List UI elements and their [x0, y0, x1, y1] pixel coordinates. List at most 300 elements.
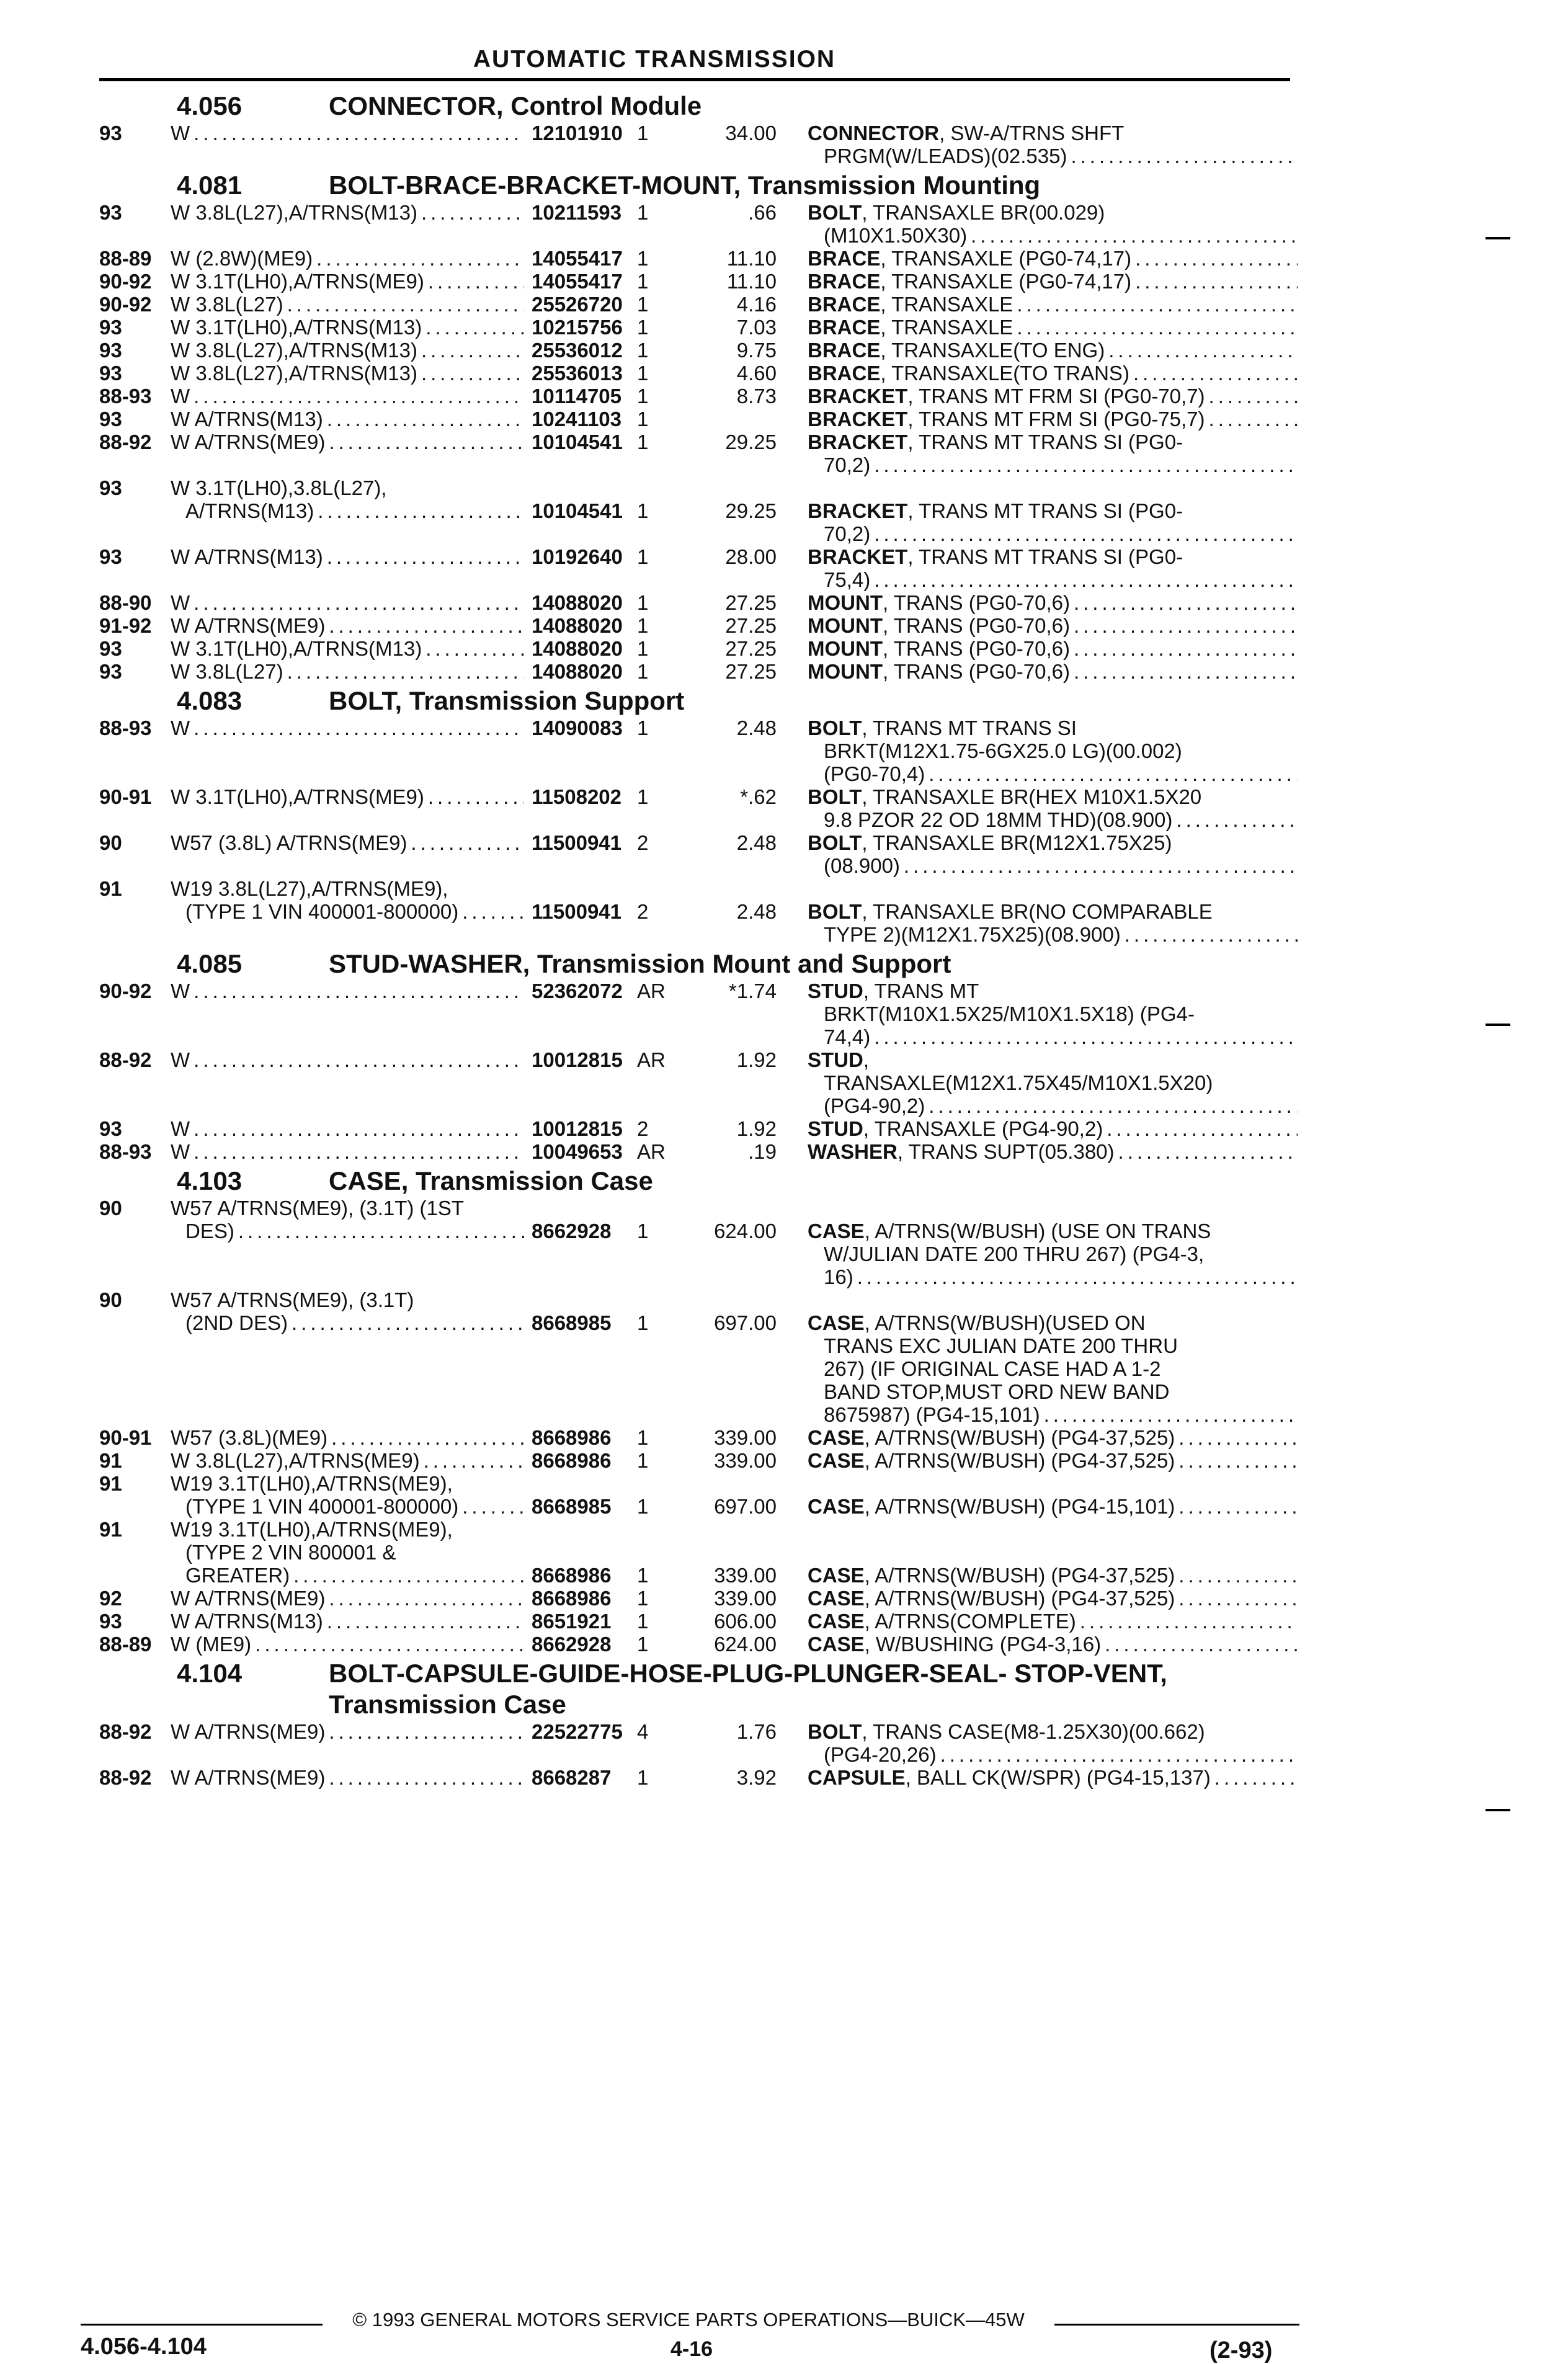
part-number-cell: [532, 660, 637, 683]
part-row: [99, 430, 1340, 476]
price: 339.00: [714, 1426, 777, 1449]
part-number: 14088020: [532, 614, 623, 637]
spacer: [532, 1518, 637, 1541]
model-application: [171, 660, 532, 683]
spacer: [690, 1197, 777, 1220]
quantity-cell: [637, 1766, 690, 1789]
part-description: [808, 1633, 1298, 1656]
quantity: 1: [637, 362, 649, 385]
price: 11.10: [726, 247, 777, 270]
part-description: [808, 1140, 1298, 1163]
description-text: 70,2): [824, 453, 871, 476]
description-text: PRGM(W/LEADS)(02.535): [824, 145, 1067, 167]
part-keyword: STUD: [808, 1117, 863, 1140]
section-title-line: STUD-WASHER, Transmission Mount and Support: [329, 949, 951, 978]
description-line: [808, 1242, 1298, 1265]
model-year: 88-90: [99, 591, 152, 614]
part-number: 22522775: [532, 1720, 623, 1743]
section-number: 4.085: [177, 949, 243, 978]
model-year: 90: [99, 831, 122, 854]
model-text: W57 (3.8L)(ME9): [171, 1426, 328, 1449]
description-text: , A/TRNS(W/BUSH) (PG4-37,525): [864, 1587, 1175, 1610]
part-row: [99, 979, 1340, 1048]
model-year: 93: [99, 637, 122, 660]
description-text: , TRANS MT TRANS SI (PG0-: [907, 499, 1183, 522]
part-row: [99, 545, 1340, 591]
part-description: [808, 362, 1298, 385]
leader-dots: [323, 545, 524, 568]
description-text: , TRANSAXLE: [880, 293, 1013, 316]
description-text: 75,4): [824, 568, 871, 591]
quantity-cell: [637, 201, 690, 247]
description-line: [808, 762, 1298, 785]
model-line: [171, 1587, 524, 1610]
part-number-cell: [532, 979, 637, 1048]
price: 1.92: [736, 1048, 777, 1071]
model-text: W: [171, 122, 190, 145]
part-description: [808, 660, 1298, 683]
leader-dots: [314, 499, 524, 522]
description-text: , TRANSAXLE(TO TRANS): [880, 362, 1129, 385]
quantity-cell: [637, 545, 690, 591]
model-text: W: [171, 1048, 190, 1071]
description-line: [808, 1720, 1298, 1743]
description-line: [808, 408, 1298, 430]
price-cell: [690, 877, 808, 946]
price-cell: [690, 545, 808, 591]
leader-dots: [1070, 660, 1298, 683]
part-row: [99, 1518, 1340, 1587]
part-description: [808, 1197, 1298, 1288]
description-line: [808, 739, 1298, 762]
price-cell: [690, 1197, 808, 1288]
description-text: 8675987) (PG4-15,101): [824, 1403, 1040, 1426]
model-application: [171, 877, 532, 946]
part-keyword: CASE: [808, 1564, 865, 1587]
section-header: [99, 91, 1340, 122]
part-description: [808, 430, 1298, 476]
leader-dots: [417, 362, 524, 385]
quantity: 1: [637, 1449, 649, 1472]
price: 27.25: [725, 637, 777, 660]
leader-dots: [1211, 1766, 1298, 1789]
quantity: 1: [637, 545, 649, 568]
model-year: 91-92: [99, 614, 152, 637]
price: 339.00: [714, 1564, 777, 1587]
model-line: [171, 591, 524, 614]
description-line: [808, 591, 1298, 614]
price-cell: [690, 979, 808, 1048]
section-title-line: CASE, Transmission Case: [329, 1166, 653, 1195]
part-description: [808, 1766, 1298, 1789]
part-number: 14088020: [532, 591, 623, 614]
part-number: 10241103: [532, 408, 622, 430]
description-line: [808, 1380, 1298, 1403]
model-application: [171, 979, 532, 1048]
description-line: [808, 660, 1298, 683]
part-number-cell: [532, 591, 637, 614]
part-description: [808, 476, 1298, 545]
leader-dots: [323, 408, 524, 430]
model-application: [171, 1140, 532, 1163]
spacer: [690, 1288, 777, 1311]
part-number: 10104541: [532, 430, 623, 453]
quantity-cell: [637, 785, 690, 831]
description-text: , TRANS (PG0-70,6): [882, 614, 1070, 637]
model-text: W19 3.1T(LH0),A/TRNS(ME9),: [171, 1472, 453, 1495]
part-row: [99, 1633, 1340, 1656]
model-text: W A/TRNS(M13): [171, 545, 323, 568]
model-line: [171, 716, 524, 739]
model-text: W 3.8L(L27): [171, 660, 283, 683]
quantity-cell: [637, 877, 690, 946]
part-number: 14055417: [532, 270, 623, 293]
spacer: [532, 476, 637, 499]
part-row: [99, 716, 1340, 785]
quantity: 1: [637, 385, 649, 408]
part-row: [99, 1449, 1340, 1472]
description-line: [808, 854, 1298, 877]
description-text: , A/TRNS(W/BUSH) (PG4-37,525): [864, 1564, 1175, 1587]
part-number-cell: [532, 1587, 637, 1610]
quantity: 1: [637, 270, 649, 293]
model-text: W: [171, 1140, 190, 1163]
model-line: [171, 877, 524, 900]
part-keyword: WASHER: [808, 1140, 898, 1163]
spacer: [808, 1197, 1298, 1220]
spacer: [690, 1541, 777, 1564]
quantity: 1: [637, 1633, 649, 1656]
price: 2.48: [736, 716, 777, 739]
section-number: 4.083: [177, 686, 243, 715]
model-text: W19 3.1T(LH0),A/TRNS(ME9),: [171, 1518, 453, 1541]
footer-section-range: 4.056-4.104: [81, 2334, 207, 2360]
price: *1.74: [728, 979, 777, 1002]
description-line: [808, 1495, 1298, 1518]
description-line: [808, 453, 1298, 476]
quantity: 1: [637, 1495, 649, 1518]
model-text: W: [171, 1117, 190, 1140]
description-line: [808, 1426, 1298, 1449]
description-text: , TRANSAXLE (PG4-90,2): [863, 1117, 1103, 1140]
quantity-cell: [637, 293, 690, 316]
description-text: , A/TRNS(W/BUSH) (USE ON TRANS: [864, 1220, 1211, 1242]
description-line: [808, 1140, 1298, 1163]
price-cell: [690, 785, 808, 831]
model-application: [171, 122, 532, 167]
quantity-cell: [637, 1426, 690, 1449]
margin-mark: [1486, 237, 1510, 239]
quantity-cell: [637, 247, 690, 270]
part-number-cell: [532, 1720, 637, 1766]
model-line: [171, 1426, 524, 1449]
price: 339.00: [714, 1587, 777, 1610]
part-number: 8668287: [532, 1766, 612, 1789]
part-description: [808, 201, 1298, 247]
part-number: 8662928: [532, 1633, 612, 1656]
footer-rule: [81, 2324, 323, 2326]
section-title: [329, 685, 1296, 716]
part-row: [99, 591, 1340, 614]
quantity: 1: [637, 247, 649, 270]
description-line: [808, 1633, 1298, 1656]
leader-dots: [1076, 1610, 1298, 1633]
model-year: 93: [99, 316, 122, 339]
model-year: 91: [99, 1518, 122, 1541]
price-cell: [690, 122, 808, 167]
quantity-cell: [637, 1472, 690, 1518]
model-text: W: [171, 385, 190, 408]
description-line: [808, 1048, 1298, 1071]
price: 27.25: [725, 660, 777, 683]
part-number: 8662928: [532, 1220, 612, 1242]
model-application: [171, 339, 532, 362]
description-text: , TRANS MT TRANS SI (PG0-: [907, 545, 1183, 568]
part-row: [99, 385, 1340, 408]
price-cell: [690, 1117, 808, 1140]
model-text: W A/TRNS(ME9): [171, 1766, 326, 1789]
part-keyword: BRACKET: [808, 385, 908, 408]
part-number: 8668986: [532, 1426, 612, 1449]
leader-dots: [417, 339, 524, 362]
part-keyword: CASE: [808, 1426, 865, 1449]
part-keyword: BRACE: [808, 316, 881, 339]
model-line: [171, 1140, 524, 1163]
leader-dots: [424, 785, 524, 808]
part-number-cell: [532, 270, 637, 293]
leader-dots: [1101, 1633, 1298, 1656]
spacer: [690, 877, 777, 900]
part-description: [808, 293, 1298, 316]
price-cell: [690, 591, 808, 614]
price: .19: [748, 1140, 777, 1163]
model-application: [171, 270, 532, 293]
part-number: 10211593: [532, 201, 622, 224]
description-text: , TRANSAXLE BR(NO COMPARABLE: [862, 900, 1213, 923]
quantity: 2: [637, 900, 649, 923]
part-number: 14090083: [532, 716, 623, 739]
part-row: [99, 1288, 1340, 1426]
description-line: [808, 1743, 1298, 1766]
part-number-cell: [532, 545, 637, 591]
model-line: [171, 831, 524, 854]
model-year: 90-92: [99, 979, 152, 1002]
part-keyword: BOLT: [808, 785, 862, 808]
spacer: [808, 877, 1298, 900]
model-year: 93: [99, 201, 122, 224]
model-line: [171, 339, 524, 362]
part-row: [99, 660, 1340, 683]
model-line: [171, 408, 524, 430]
section-number: 4.056: [177, 91, 243, 120]
price-cell: [690, 660, 808, 683]
quantity: 1: [637, 1564, 649, 1587]
model-application: [171, 1472, 532, 1518]
price: 624.00: [714, 1220, 777, 1242]
model-application: [171, 430, 532, 476]
price-cell: [690, 1472, 808, 1518]
quantity: 1: [637, 1311, 649, 1334]
part-number: 8668986: [532, 1449, 612, 1472]
description-line: [808, 545, 1298, 568]
model-line: [171, 247, 524, 270]
leader-dots: [190, 979, 524, 1002]
quantity: AR: [637, 1140, 666, 1163]
part-number-cell: [532, 201, 637, 247]
price: 34.00: [725, 122, 777, 145]
model-application: [171, 362, 532, 385]
model-application: [171, 1288, 532, 1426]
model-text: W 3.1T(LH0),3.8L(L27),: [171, 476, 387, 499]
description-line: [808, 1766, 1298, 1789]
description-line: [808, 637, 1298, 660]
spacer: [532, 1472, 637, 1495]
part-number-cell: [532, 1048, 637, 1117]
spacer: [690, 1472, 777, 1495]
description-line: [808, 1311, 1298, 1334]
part-number-cell: [532, 476, 637, 545]
leader-dots: [853, 1265, 1298, 1288]
part-description: [808, 1426, 1298, 1449]
parts-catalog: [99, 88, 1340, 1789]
section-title-line: CONNECTOR, Control Module: [329, 91, 702, 120]
quantity: 1: [637, 430, 649, 453]
description-line: [808, 293, 1298, 316]
section-title-line: BOLT-BRACE-BRACKET-MOUNT, Transmission Mounting: [329, 171, 1041, 200]
part-row: [99, 1426, 1340, 1449]
leader-dots: [1115, 1140, 1298, 1163]
price-cell: [690, 270, 808, 293]
model-year: 91: [99, 1472, 122, 1495]
leader-dots: [1175, 1587, 1298, 1610]
spacer: [532, 877, 637, 900]
footer-page-number: 4-16: [670, 2337, 713, 2361]
leader-dots: [190, 1048, 524, 1071]
part-keyword: BOLT: [808, 900, 862, 923]
section-number: 4.104: [177, 1659, 243, 1688]
leader-dots: [190, 122, 524, 145]
leader-dots: [234, 1220, 524, 1242]
description-text: (PG4-20,26): [824, 1743, 937, 1766]
description-line: [808, 1449, 1298, 1472]
part-number-cell: [532, 408, 637, 430]
leader-dots: [420, 1449, 524, 1472]
spacer: [637, 1541, 690, 1564]
price-cell: [690, 247, 808, 270]
part-number: 12101910: [532, 122, 623, 145]
model-year: 91: [99, 1449, 122, 1472]
leader-dots: [1129, 362, 1298, 385]
part-keyword: CASE: [808, 1587, 865, 1610]
part-number: 25536012: [532, 339, 623, 362]
part-row: [99, 1117, 1340, 1140]
description-text: , A/TRNS(COMPLETE): [864, 1610, 1076, 1633]
model-text: W: [171, 979, 190, 1002]
description-line: [808, 1265, 1298, 1288]
quantity-cell: [637, 270, 690, 293]
model-text: W A/TRNS(ME9): [171, 430, 326, 453]
description-line: [808, 224, 1298, 247]
model-year: 93: [99, 339, 122, 362]
model-text: W 3.8L(L27): [171, 293, 283, 316]
leader-dots: [325, 1720, 524, 1743]
part-number: 8668985: [532, 1495, 612, 1518]
description-text: BRKT(M12X1.75-6GX25.0 LG)(00.002): [824, 739, 1182, 762]
part-row: [99, 339, 1340, 362]
model-text: W A/TRNS(ME9): [171, 614, 326, 637]
part-row: [99, 877, 1340, 946]
model-application: [171, 637, 532, 660]
description-text: , TRANS (PG0-70,6): [882, 591, 1070, 614]
model-text: (TYPE 1 VIN 400001-800000): [185, 1495, 459, 1518]
model-year: 88-92: [99, 1766, 152, 1789]
part-number: 8668986: [532, 1587, 612, 1610]
model-line: [171, 1610, 524, 1633]
model-text: W 3.1T(LH0),A/TRNS(M13): [171, 316, 422, 339]
part-row: [99, 247, 1340, 270]
leader-dots: [190, 385, 524, 408]
part-description: [808, 122, 1298, 167]
part-number: 10049653: [532, 1140, 623, 1163]
spacer: [637, 877, 690, 900]
part-keyword: BRACKET: [808, 545, 908, 568]
part-keyword: MOUNT: [808, 637, 883, 660]
leader-dots: [1121, 923, 1298, 946]
part-description: [808, 591, 1298, 614]
quantity-cell: [637, 1140, 690, 1163]
part-row: [99, 1720, 1340, 1766]
model-line: [171, 476, 524, 499]
part-description: [808, 545, 1298, 591]
quantity-cell: [637, 1048, 690, 1117]
price-cell: [690, 430, 808, 476]
spacer: [637, 1288, 690, 1311]
price-cell: [690, 614, 808, 637]
quantity: 1: [637, 716, 649, 739]
leader-dots: [1040, 1403, 1298, 1426]
part-number: 25536013: [532, 362, 623, 385]
description-line: [808, 1002, 1298, 1025]
description-text: TRANSAXLE(M12X1.75X45/M10X1.5X20): [824, 1071, 1213, 1094]
spacer: [532, 1288, 637, 1311]
quantity-cell: [637, 1449, 690, 1472]
leader-dots: [1172, 808, 1298, 831]
model-year: 91: [99, 877, 122, 900]
part-keyword: MOUNT: [808, 660, 883, 683]
section-header: [99, 948, 1340, 979]
leader-dots: [925, 1094, 1298, 1117]
part-number-cell: [532, 1472, 637, 1518]
quantity: 1: [637, 1220, 649, 1242]
model-text: (TYPE 2 VIN 800001 &: [185, 1541, 396, 1564]
part-number-cell: [532, 716, 637, 785]
model-year: 90: [99, 1197, 122, 1220]
section-title-line: BOLT, Transmission Support: [329, 686, 685, 715]
model-application: [171, 316, 532, 339]
model-application: [171, 545, 532, 591]
model-year: 93: [99, 660, 122, 683]
leader-dots: [1175, 1426, 1298, 1449]
model-line: [171, 1449, 524, 1472]
model-year: 93: [99, 476, 122, 499]
section-title: [329, 948, 1296, 979]
leader-dots: [1070, 637, 1298, 660]
page-title: AUTOMATIC TRANSMISSION: [473, 46, 836, 73]
price-cell: [690, 201, 808, 247]
quantity: 1: [637, 1610, 649, 1633]
price: .66: [748, 201, 777, 224]
part-number-cell: [532, 831, 637, 877]
